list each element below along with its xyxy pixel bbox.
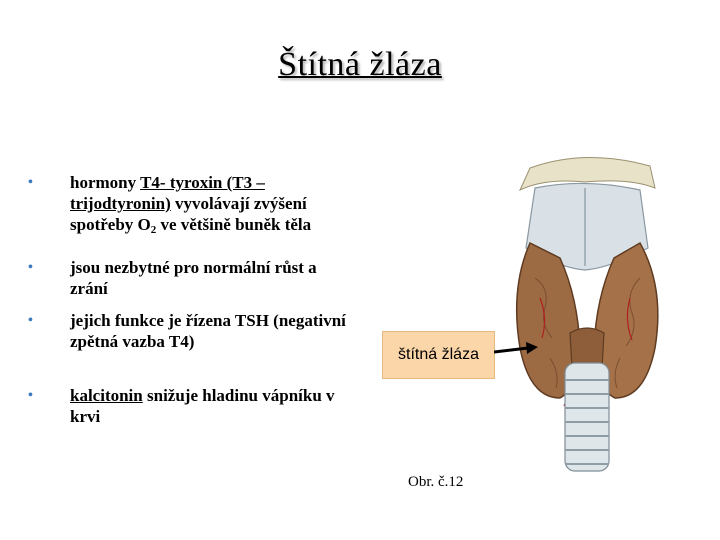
slide-title: Štítná žláza (278, 46, 442, 83)
hormone-name-underlined: T4- tyroxin (T3 – trijodtyronin) (70, 173, 265, 213)
bullet-text: hormony T4- tyroxin (T3 – trijodtyronin) vyvolávají zvýšení spotřeby $O_2$ ve většině buněk těla (70, 173, 312, 236)
thyroid-illustration (490, 148, 680, 478)
bullet-dot-icon: • (28, 388, 33, 403)
bullet-dot-icon: • (28, 313, 33, 328)
figure-label-box (382, 331, 495, 379)
bullet-text: jsou nezbytné pro normální růst a zrání (70, 258, 317, 298)
figure-caption: Obr. č.12 (408, 474, 464, 490)
bullet-dot-icon: • (28, 175, 33, 190)
bullet-text: jejich funkce je řízena TSH (negativní zpětná vazba T4) (70, 311, 346, 351)
arrow-icon (494, 342, 538, 358)
bullet-text: kalcitonin snižuje hladinu vápníku v krvi (70, 386, 335, 426)
bullet-dot-icon: • (28, 260, 33, 275)
subscript: 2 (150, 224, 157, 236)
calcitonin-underlined: kalcitonin (70, 386, 143, 405)
figure-label: štítná žláza (398, 346, 479, 363)
